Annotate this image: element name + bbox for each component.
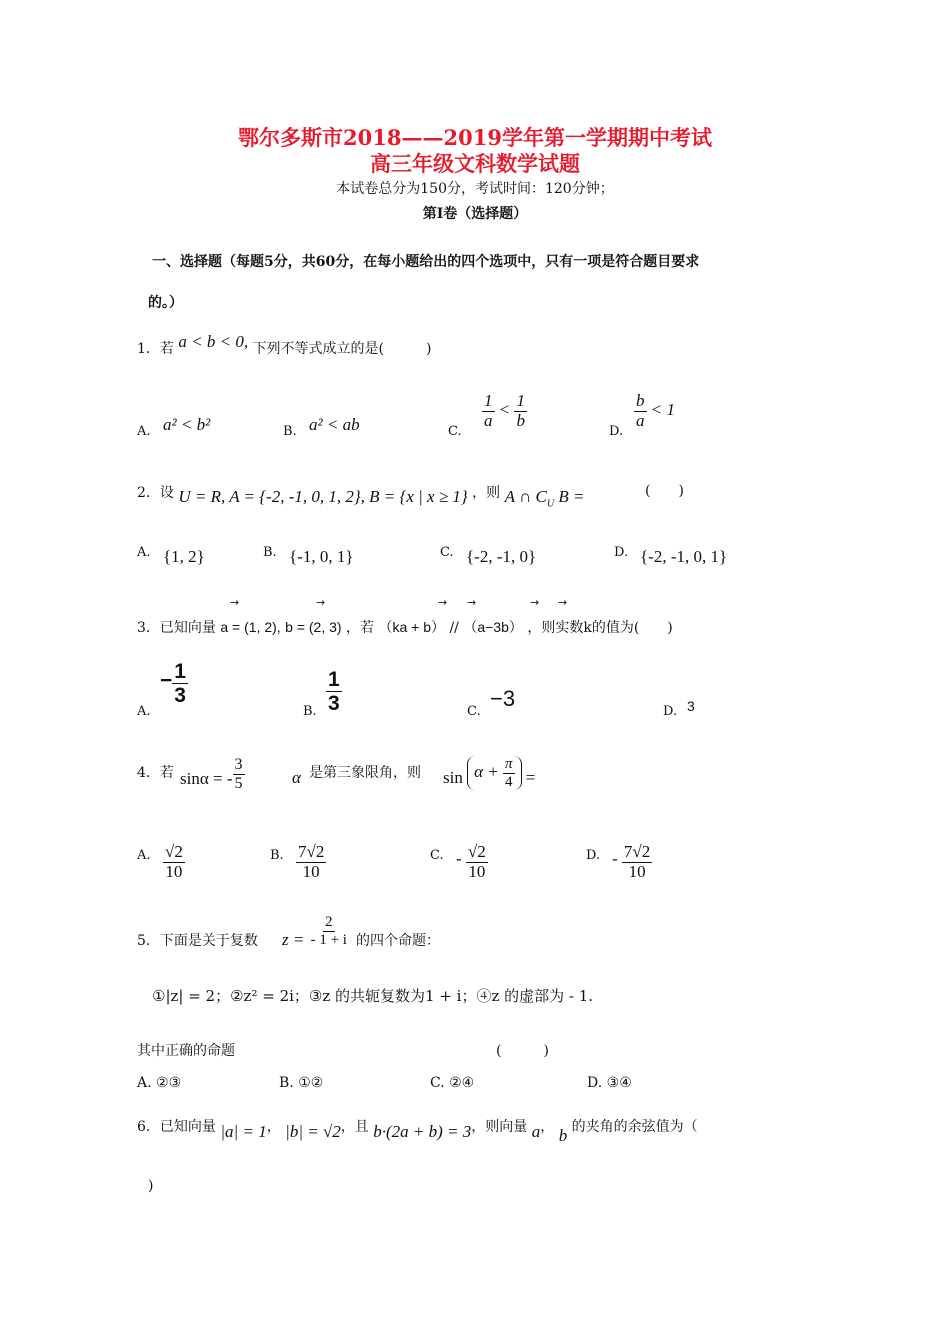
q3-parallel: // [449, 620, 459, 636]
q4-option-a: $\frac{√2}{10}$ [165, 842, 183, 881]
q2-option-c-label: C. [440, 545, 454, 560]
q2-expression: A ∩ $C_U$ B = [504, 487, 585, 510]
q3-number: 3．已知向量 [137, 620, 216, 636]
q3-arrow-ka: → [438, 596, 448, 609]
q3-option-d: 3 [687, 698, 695, 714]
q3-if: ，若 [346, 620, 375, 636]
q2-sets: U = R, A = {-2, -1, 0, 1, 2}, B = {x | x ≥ 1} [178, 487, 468, 506]
q3-arrow-a: → [230, 596, 240, 609]
q1-stem [137, 332, 432, 358]
q2-option-a-label: A. [137, 545, 151, 560]
q5-text: 的四个命题： [356, 933, 440, 949]
q3-text: ，则实数k的值为( ) [527, 620, 673, 636]
q1-option-c-label: C. [448, 424, 462, 439]
q2-paren: ( ) [645, 483, 684, 499]
q1-option-c: $\frac{1}{a}$ < $\frac{1}{b}$ [484, 391, 525, 430]
q1-number: 1．若 [137, 341, 174, 357]
q6-vector-a: a [531, 1122, 541, 1141]
q4-option-b-label: B. [270, 848, 284, 863]
q2-stem [137, 482, 585, 510]
q2-then: ，则 [472, 485, 501, 501]
q2-option-d: {-2, -1, 0, 1} [640, 547, 728, 566]
q6-text: 的夹角的余弦值为（ [571, 1119, 698, 1135]
exam-title-line2: 高三年级文科数学试题 [370, 151, 580, 176]
exam-title-line1: 鄂尔多斯市2018——2019学年第一学期期中考试 [238, 125, 712, 150]
q4-option-c-label: C. [430, 848, 444, 863]
q4-option-b: $\frac{7√2}{10}$ [298, 842, 325, 881]
q3-option-b-label: B. [303, 704, 317, 719]
q2-number: 2．设 [137, 485, 174, 501]
q3-arrow-b: → [316, 596, 326, 609]
q5-z-expr: z = $\frac{2}{- 1 + i}$ [282, 914, 347, 949]
q1-text: 下列不等式成立的是( ) [252, 341, 432, 357]
q6-abs-a: |a| = 1 [220, 1122, 267, 1141]
exam-info: 本试卷总分为150分，考试时间：120分钟； [336, 181, 614, 197]
q5-number: 5．下面是关于复数 [137, 933, 258, 949]
q6-number: 6．已知向量 [137, 1119, 216, 1135]
q1-option-d-label: D. [609, 424, 624, 439]
q5-option-d: D. ③④ [587, 1075, 632, 1091]
q6-stem: 6．已知向量 |a| = 1， |b| = √2，且 b·(2a + b) = 3，则向量 a， b 的夹角的余弦值为（ [137, 1119, 698, 1145]
q6-abs-b: |b| = √2 [285, 1122, 341, 1141]
q3-stem [137, 617, 673, 637]
q1-option-a-label: A. [137, 424, 151, 439]
q5-option-c: C. ②④ [430, 1075, 475, 1091]
q3-vector-b: b = (2, 3) [285, 619, 342, 635]
q1-option-b-label: B. [283, 424, 297, 439]
q4-text: 是第三象限角，则 [309, 765, 421, 781]
q2-option-b-label: B. [263, 545, 277, 560]
q4-number: 4．若 [137, 765, 174, 781]
q2-option-c: {-2, -1, 0} [466, 547, 537, 566]
q5-option-b: B. ①② [279, 1075, 324, 1091]
q4-option-d: - $\frac{7√2}{10}$ [612, 842, 651, 881]
q4-alpha: α [292, 768, 301, 787]
q3-option-a-label: A. [137, 704, 151, 719]
q3-arrow-kb: → [467, 596, 477, 609]
part-title: 第I卷（选择题） [422, 206, 528, 222]
q3-option-c-label: C. [467, 704, 481, 719]
q1-option-a: a² < b² [163, 415, 211, 434]
q3-option-d-label: D. [663, 704, 678, 719]
q4-option-a-label: A. [137, 848, 151, 863]
q2-option-d-label: D. [614, 545, 629, 560]
q6-dot-product: b·(2a + b) = 3 [373, 1122, 472, 1141]
q3-option-b: $\frac{1}{3}$ [328, 668, 340, 716]
section-heading-line2: 的。） [148, 295, 183, 311]
q5-propositions: ①|z| = 2；②z² = 2i；③z 的共轭复数为1 + i；④z 的虚部为 - 1. [152, 987, 594, 1005]
q6-vector-b: b [558, 1126, 568, 1145]
q1-option-b: a² < ab [309, 415, 360, 434]
q3-option-a: − $\frac{1}{3}$ [160, 660, 186, 708]
q4-option-d-label: D. [586, 848, 601, 863]
q5-paren: ( ) [496, 1043, 549, 1059]
q3-arrow-b2: → [558, 596, 568, 609]
section-heading-line1: 一、选择题（每题5分，共60分，在每小题给出的四个选项中，只有一项是符合题目要求 [152, 254, 700, 270]
q3-option-c: −3 [490, 686, 516, 711]
q2-option-b: {-1, 0, 1} [289, 547, 354, 566]
q4-sin-expr: sinα = - $\frac{3}{5}$ [180, 756, 243, 792]
q5-correct-prompt: 其中正确的命题 [137, 1043, 235, 1059]
q2-option-a: {1, 2} [163, 547, 205, 566]
q6-close-paren: ) [148, 1178, 154, 1194]
q1-condition: a < b < 0, [178, 332, 249, 351]
q3-expr2: （a−3b） [463, 619, 523, 635]
q4-target-expr: sin α + $\frac{\pi}{4}$ = [443, 756, 536, 790]
q1-option-d: $\frac{b}{a}$ < 1 [636, 391, 675, 430]
q5-option-a: A. ②③ [137, 1075, 182, 1091]
q3-expr1: （ka + b） [378, 619, 445, 635]
q4-option-c: - $\frac{√2}{10}$ [456, 842, 486, 881]
q3-vector-a: a = (1, 2), [220, 619, 281, 635]
q3-arrow-a2: → [530, 596, 540, 609]
